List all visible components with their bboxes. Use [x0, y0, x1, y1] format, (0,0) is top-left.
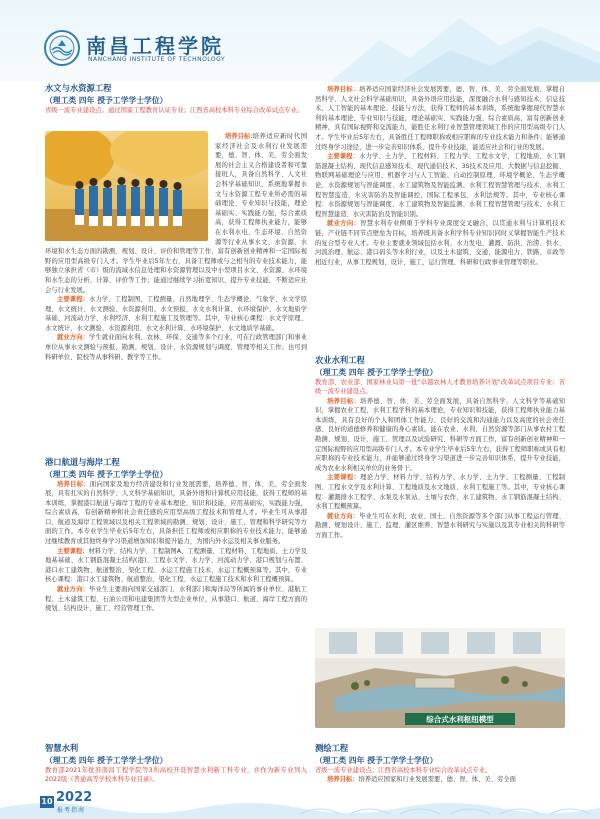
major-job-text: 学生就业面向水利、农林、环保、交通等多个行业，可在行政管理部门和事业单位从事水文测验与预报、勘测、规划、设计、水资源规划与调度、管理等相关工作；也可到科研单位、院校等从事科研、教学等工作。 [45, 334, 308, 361]
major-title: 测绘工程 [315, 743, 349, 753]
page-header [0, 0, 600, 82]
major-course-text: 水力学、工程制图、工程测量、自然地理学、生态学概论、气象学、水文学原理、水文统计、水文测验、水资源利用、水文预报、水文水利计算、水环境保护、水文地质学基础、河流动力学、水利经济、水利工程施工及管理等。其中，专业核心课程：水文学原理、水文统计、水文测验、水资源利用、水文水利计算、水环境保护、水文地质学基础。 [45, 296, 308, 332]
major-subtitle: （理工类 四年 授予工学学士学位） [315, 367, 438, 377]
footer-year: 2022 [56, 790, 93, 805]
major-job-text: 毕业生主要面向国家交通部门、水利部门和海洋局等所属的事业单位、港航工程、土木建筑工程、石油公司和电建集团等大型企业单位，从事港口、航道、海岸工程方面的规划、结构设计、施工、经营管理工作。 [45, 586, 308, 613]
goal-label: 培养目标： [326, 86, 360, 93]
major-goal-text: 培养适应国家和行业发展需要，德、智、体、美、劳全面 [358, 776, 516, 784]
footer-guide: 报考指南 [57, 807, 86, 814]
photo-caption: 综合式水利枢纽模型 [426, 715, 494, 724]
major-goal-text: 培养德、智、体、美、劳全面发展，具备自然科学、人文科学等基础知识，掌握农业工程、水利工程学科的基本理论，专业知识和技能，获得工程师执业能力基本训练，具有良好的个人和团体工作能力、良好的交流和沟通能力以及高度的社会责任感、良好的道德修养和健康的身心素质。能在农业、水利、自然资源等部门从事农村工程勘测、规划、设计、施工、管理以及试验研究、科研等方面工作，富有创新创业精神和一定国际视野的应用型高级专门人才。本专业学生毕业后5年左右，获得工程师职称或具有相应职称的专业技术能力，并能够通过终身学习渠道进一步完善知识体系，提升专业技能，成为农业水利相关单位的业务骨干。 [315, 397, 566, 472]
school-name-en: NANCHANG INSTITUTE OF TECHNOLOGY [88, 56, 226, 63]
major-note: 省级一流专业建设点；江西省高校本科专业综合改革试点专业。 [315, 766, 492, 774]
course-label: 主要课程： [326, 153, 360, 161]
major-subtitle: （理工类 四年 授予工学学士学位） [45, 95, 168, 105]
major-subtitle: （理工类 四年 授予工学学士学位） [45, 755, 168, 765]
job-label: 就业方向： [326, 220, 361, 228]
school-logo [44, 30, 80, 66]
job-label: 就业方向： [326, 512, 360, 520]
major-goal-text: 培养适应国家经济社会发展需要，德、智、体、美、劳全面发展，掌握自然科学、人文社会科学基础知识，具备外语应用技能，深度融合水利与感知技术、信息技术、人工智能的基本理论、技能与方法，获得工程师的基本训练，系统地掌握现代智慧水利的基本理论、专业知识与技能，理论基础实、实践能力强、综合素质高，富有创新创业精神，具有国际视野和交流能力，能胜任水利行业智慧管理领域工作的应用型高级专门人才。学生毕业后5年左右，具备胜任工程师职称或相应职称的专业技术能力和条件；能够通过终身学习途径，进一步完善知识体系，提升专业技能，能适应社会和行业的发展。 [315, 86, 566, 151]
major-course-text: 理论力学、材料力学、结构力学、水力学、土力学、工程测量、工程制图、工程水文学及水利计算、工程地质及水文地质、水利工程施工等。其中，专业核心课程：灌溉排水工程学、水泵及水泵站、土壤与农作、水工建筑物、水工钢筋混凝土结构、水利工程概预算。 [315, 474, 566, 511]
goal-label: 培养目标： [56, 480, 90, 488]
job-label: 就业方向： [56, 334, 90, 342]
major-goal-text: 培养适应新时代国家经济社会及水利行业发展需要，德、智、体、美、劳全面发展的社会主义合格建设者和可靠接班人，具备自然科学、人文社会科学基础知识，系统地掌握水文与水资源工程专业所必需的基础理论、专业知识与技能，理论基础实、实践能力强，综合素质高，获得工程师执业能力，能够在水利水电、生态环境、自然资源等行业从事水文、水资源、水环境和水生态方面的勘测、规划、设计、评价和管理等工作，富有创新创业精神和一定国际视野的应用型高级专门人才。学生毕业后5年左右，具备工程师或与之相当的专业技术能力，能够独立承担省（市）级的流域水信息处理和水资源管理以及中小型项目水文、水资源、水环境和水生态的分析、计算、评价等工作；能通过继续学习拓宽知识、提升专业技能，不断适应社会与行业发展。 [45, 133, 307, 294]
major-subtitle: （理工类 四年 授予工学学士学位） [315, 755, 438, 765]
major-job-text: 毕业生可在水利、农业、国土、自然资源等多个部门从事工程运行管理、勘测、规划设计、施工、监理、灌区维养、智慧水利研究与实施以及其专业相关的科研等方面工作。 [315, 512, 566, 539]
goal-label: 培养目标： [326, 776, 359, 784]
major-title: 水文与水资源工程 [45, 83, 112, 93]
major-gangkou [45, 457, 307, 614]
major-course-text: 材料力学、结构力学、工程制图A、工程测量、工程材料、工程地质、土力学及地基基础、水工钢筋混凝土结构(港)、工程水文学、水力学、河流动力学、港口规划与布置、港口水工建筑物、航道整治、渠化工程、水运工程施工技术、水运工程概预算等。其中，专业核心课程：港口水工建筑物、航道整治、渠化工程、水运工程施工技术和水利工程概预算。 [45, 547, 308, 584]
school-name-cn: 南昌工程学院 [86, 34, 224, 58]
course-label: 主要课程： [56, 547, 89, 555]
course-label: 主要课程： [56, 296, 90, 304]
hydraulic-model-photo [315, 628, 565, 728]
major-note: 教育部、农业部、国家林业局第一批"卓越农林人才教育培养计划"改革试点项目专业；省级一流专业建设点。 [315, 378, 565, 396]
major-nongye [315, 355, 565, 541]
major-shuiwen-body [45, 132, 307, 362]
major-title: 智慧水利 [45, 743, 79, 753]
major-zhihui-cont [315, 85, 565, 267]
major-shuiwen-heading [45, 83, 307, 115]
major-title: 港口航道与海岸工程 [45, 457, 120, 467]
goal-label: 培养目标： [326, 397, 361, 405]
major-course-text: 水力学、土力学、工程材料、工程力学、工程水文学、工程地质、水工钢筋混凝土结构、现代信息感知技术、现代通信技术、3S技术及应用、大数据与信息挖掘、物联网基础理论与应用、机器学习与人工智能、自动控制原理、环境学概论、生态学概论、水资源规划与智能调度、水工建筑物及智能监测、水利工程智慧管理与技术、水利工程智慧监造、水灾害防治及智能调控、国际工程承包、水利法规等。其中，专业核心课程：水资源规划与智能调度、水工建筑物及智能监测、水利工程智慧管理与技术、水利工程智慧建造、水灾害防治及智能识别。 [315, 153, 566, 218]
major-title: 农业水利工程 [315, 355, 365, 365]
major-goal-text: 面向国家及地方经济建设和行业发展需要，培养德、智、体、美、劳全面发展，具有扎实的自然科学、人文科学基础知识，具备外语和计算机应用技能，获得工程师的基本训练，掌握港口航道与海岸工程的专业基本理论、知识和技能，应用基础实，实践能力强，综合素质高，有创新精神和社会责任感的应用型高级工程技术和管理人才。毕业生可从事港口、航道及海岸工程领域以及相关工程领域的勘测、规划、设计、施工、管理和科学研究等方面的工作。本专业学生毕业后5年左右，具备担任工程师或相应职称的专业技术能力，能够通过继续教育或其他终身学习渠道增加知识和提升能力，为国内外水运及相关事业服务。 [45, 480, 308, 546]
major-note: 省级一流专业建设点；通过国家工程教育认证专业；江西省高校本科专业综合改革试点专业。 [45, 106, 304, 114]
major-note: 教育部2021年批准南昌工程学院等3所高校开设智慧水利新工科专业，并作为新专业列入2022版《普通高等学校本科专业目录》。 [45, 766, 307, 784]
major-job-text: 智慧水利专业侧重于学科专业深度交叉融合，以贯通水利与计算机技术链，产业链不同节点壁垒为目标，培养既具备水利学科专业知识同时又掌握智能生产技术的复合型专业人才。专业主要就业领域包括水利、水力发电、灌溉、防洪、治涝、供水、河流治理、航运、港口码头等水利行业，以及土木建筑、交通、能源电力、铁路、市政等相近行业，从事工程规划、设计、施工、运行管理、科研和行政事业管理等职业。 [315, 220, 566, 266]
job-label: 就业方向： [56, 586, 90, 594]
course-label: 主要课程： [326, 474, 361, 482]
major-subtitle: （理工类 四年 授予工学学士学位） [45, 469, 168, 479]
goal-label: 培养目标： [224, 133, 257, 140]
page-number: 10 [41, 797, 53, 806]
